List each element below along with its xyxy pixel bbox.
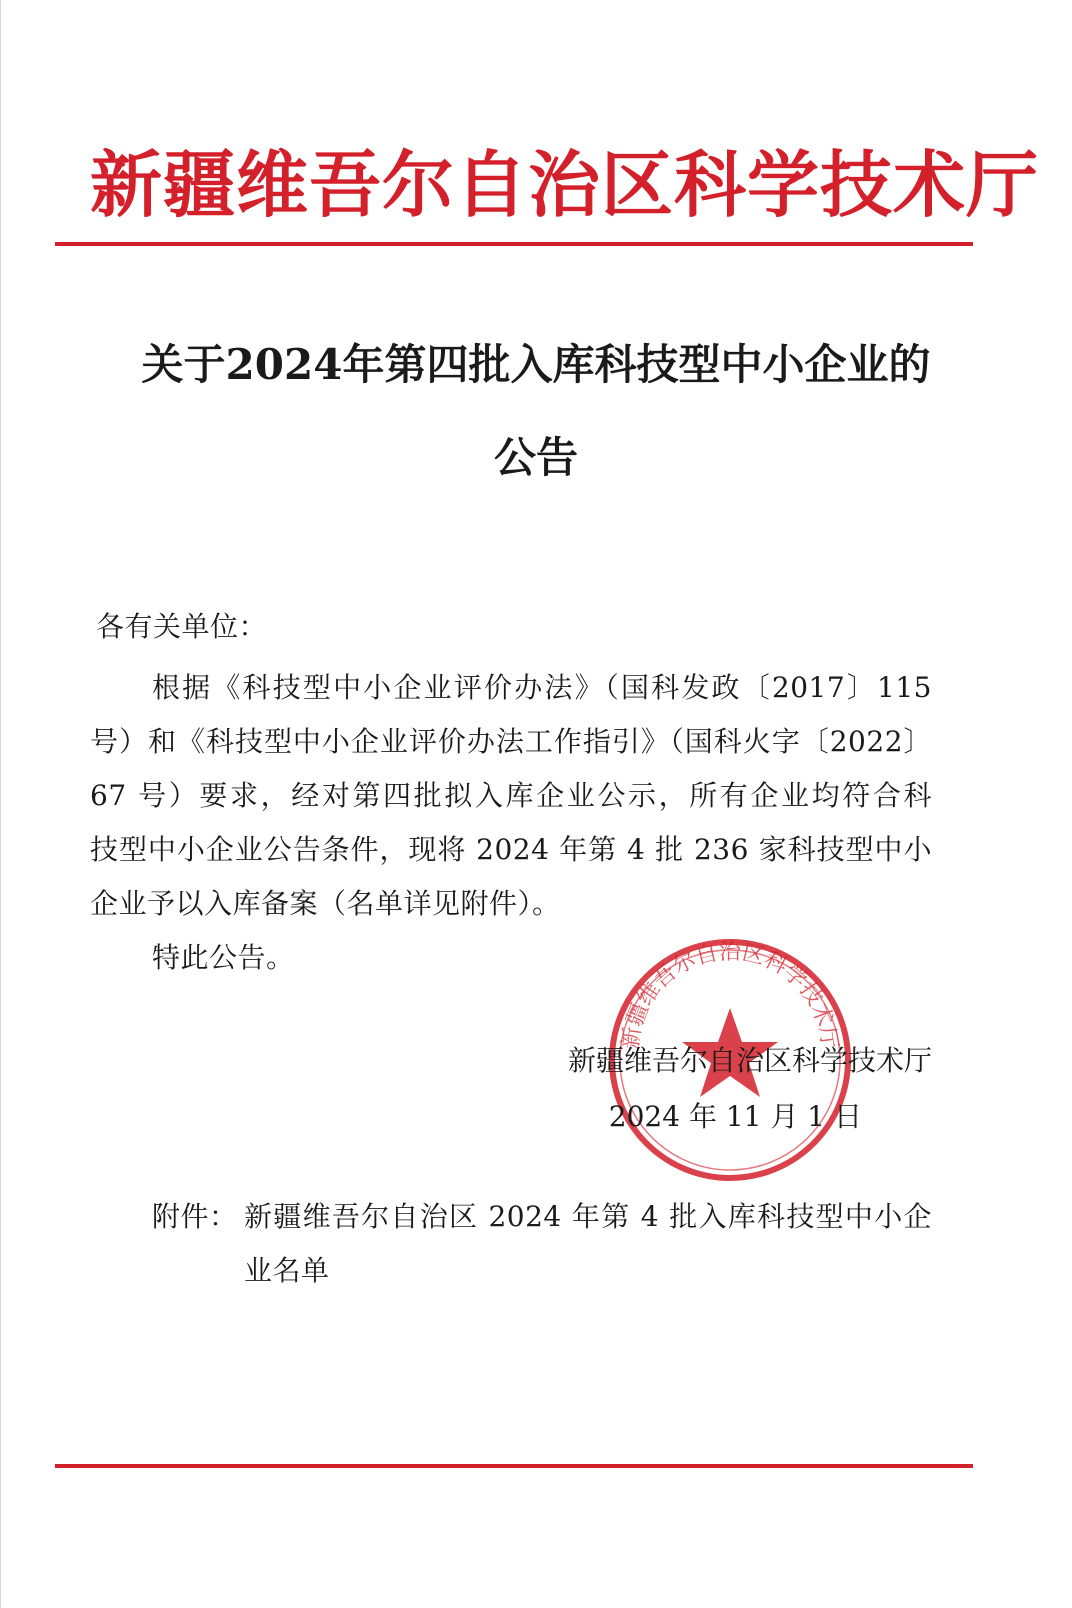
attachment-label: 附件： [152, 1200, 238, 1233]
body-line: 号）和《科技型中小企业评价办法工作指引》（国科火字〔2022〕 [90, 725, 932, 758]
document-title-line-2: 公告 [493, 433, 578, 482]
body-line: 技型中小企业公告条件，现将 2024 年第 4 批 236 家科技型中小 [90, 833, 932, 866]
body-line: 企业予以入库备案（名单详见附件）。 [90, 887, 561, 920]
signature-org: 新疆维吾尔自治区科学技术厅 [567, 1044, 932, 1077]
footer-red-rule [55, 1464, 973, 1468]
attachment-text-line-1: 新疆维吾尔自治区 2024 年第 4 批入库科技型中小企 [244, 1200, 932, 1233]
body-line: 根据《科技型中小企业评价办法》（国科发政〔2017〕115 [152, 671, 932, 704]
header-red-rule [55, 242, 973, 246]
document-title-line-1: 关于2024年第四批入库科技型中小企业的 [141, 340, 931, 389]
body-line: 67 号）要求，经对第四批拟入库企业公示，所有企业均符合科 [90, 779, 932, 812]
signature-date: 2024 年 11 月 1 日 [608, 1100, 862, 1133]
attachment-text-line-2: 业名单 [244, 1254, 330, 1287]
agency-header: 新疆维吾尔自治区科学技术厅 [90, 142, 1040, 227]
salutation: 各有关单位： [96, 610, 268, 643]
closing-text: 特此公告。 [152, 941, 295, 974]
page-edge [0, 0, 1, 1608]
seal-ring-text: 新疆维吾尔自治区科学技术厅 [618, 939, 842, 1051]
